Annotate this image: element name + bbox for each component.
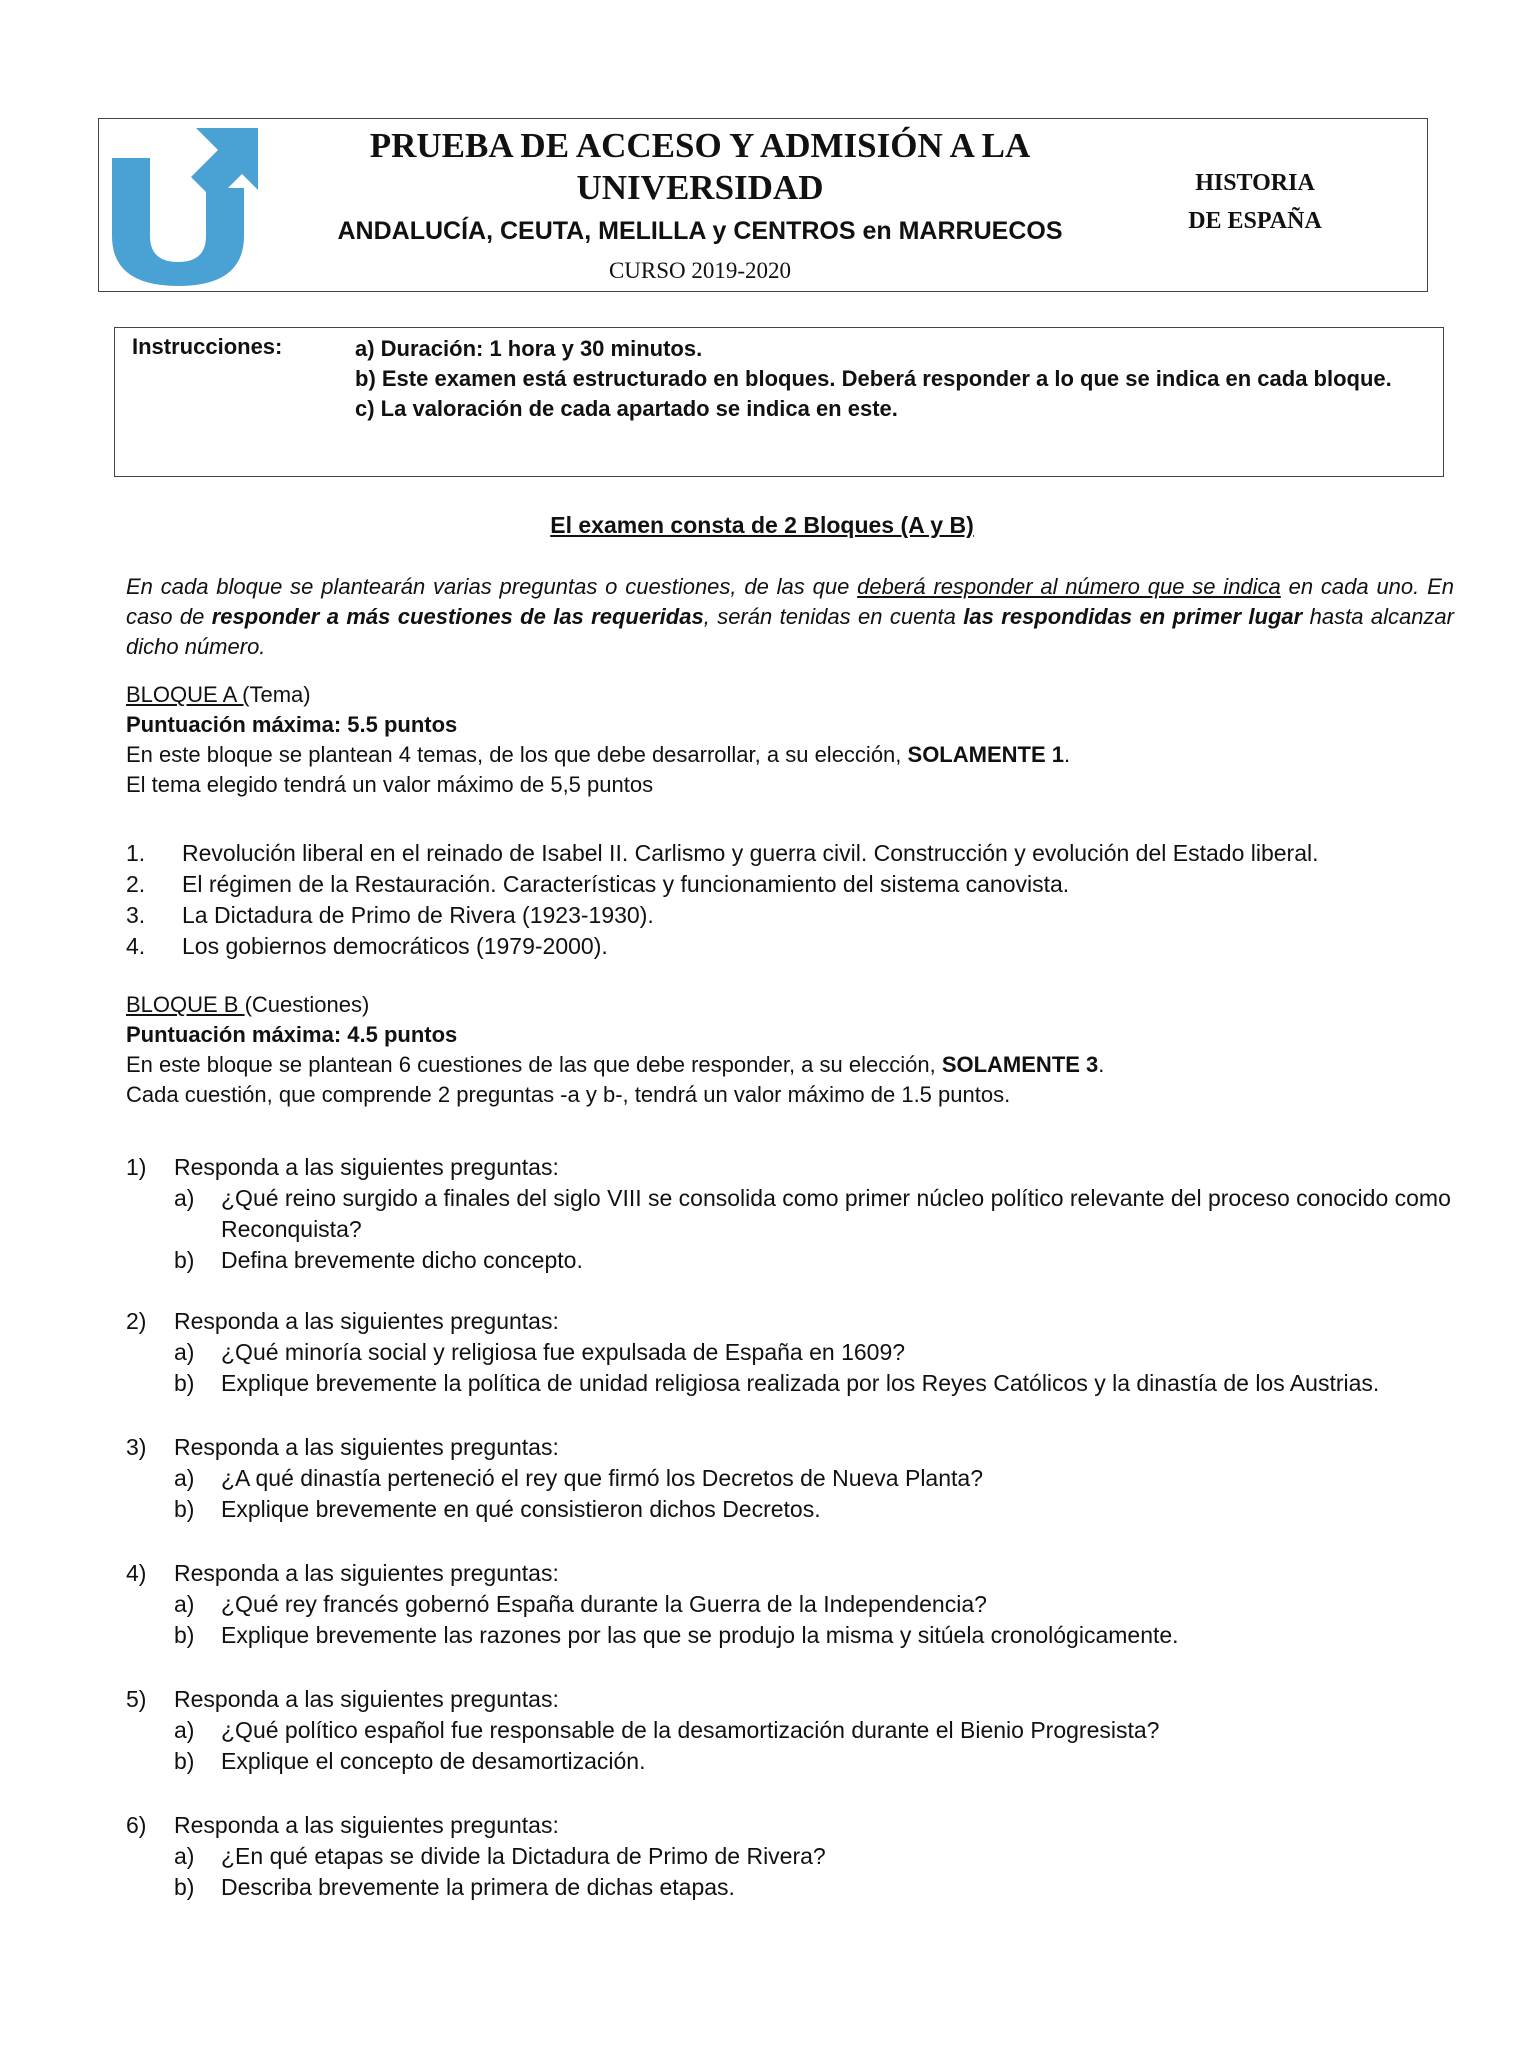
question-number: 6) [126,1812,147,1838]
question-header [126,1152,1466,1183]
question-part-a [126,1337,1466,1368]
part-label: a) [174,1717,195,1743]
bloque-a-desc-text: En este bloque se plantean 4 temas, de los que debe desarrollar, a su elección, [126,742,908,767]
question-item [126,1152,1466,1276]
bloque-a-desc-1 [126,740,1456,770]
part-label: b) [174,1496,195,1522]
part-label: a) [174,1339,195,1365]
question-number: 1) [126,1154,147,1180]
question-item [126,1684,1466,1777]
theme-number: 1. [126,840,146,866]
bloque-b-desc-2: Cada cuestión, que comprende 2 preguntas -a y b-, tendrá un valor máximo de 1.5 puntos. [126,1082,1011,1107]
bloque-b-desc-text: En este bloque se plantean 6 cuestiones de las que debe responder, a su elección, [126,1052,942,1077]
part-text: ¿Qué político español fue responsable de la desamortización durante el Bienio Progresista? [221,1717,1160,1743]
question-header [126,1810,1466,1841]
intro-text: En cada bloque se plantearán varias preguntas o cuestiones, de las que [126,574,858,599]
question-part-b [126,1245,1466,1276]
part-text: Defina brevemente dicho concepto. [221,1247,583,1273]
intro-text: , serán tenidas en cuenta [703,604,964,629]
question-part-a [126,1183,1466,1245]
instruction-item: c) La valoración de cada apartado se indica en este. [355,396,898,421]
intro-underlined: deberá responder al número que se indica [857,574,1281,599]
question-part-b [126,1368,1466,1399]
question-part-a [126,1463,1466,1494]
theme-number: 3. [126,902,146,928]
part-text: Explique brevemente en qué consistieron dichos Decretos. [221,1496,821,1522]
part-label: a) [174,1591,195,1617]
part-text: ¿En qué etapas se divide la Dictadura de Primo de Rivera? [221,1843,826,1869]
part-label: b) [174,1622,195,1648]
bloque-b-title-rest: (Cuestiones) [244,992,370,1017]
instructions-label: Instrucciones: [132,334,283,359]
question-number: 4) [126,1560,147,1586]
intro-paragraph [126,572,1454,662]
part-text: ¿Qué minoría social y religiosa fue expulsada de España en 1609? [221,1339,906,1365]
subject-line-1: HISTORIA [1195,170,1315,196]
part-label: a) [174,1465,195,1491]
question-part-b [126,1494,1466,1525]
bloque-b-desc-end: . [1098,1052,1105,1077]
bloque-a-score: Puntuación máxima: 5.5 puntos [126,712,458,737]
intro-bold: responder a más cuestiones de las requeridas [211,604,704,629]
bloque-a-title [126,680,1456,710]
question-header [126,1306,1466,1337]
intro-text: hasta alcanzar dicho número. [126,604,1454,659]
question-number: 3) [126,1434,147,1460]
theme-list [126,838,1466,962]
theme-number: 4. [126,933,146,959]
question-item [126,1810,1466,1903]
question-heading: Responda a las siguientes preguntas: [174,1686,559,1712]
question-part-a [126,1715,1466,1746]
part-text: ¿Qué reino surgido a finales del siglo VIII se consolida como primer núcleo político relevante del proceso conocido como Reconquista? [221,1185,1451,1242]
question-item [126,1558,1466,1651]
question-item [126,1432,1466,1525]
bloque-b-title-underlined: BLOQUE B [126,992,245,1017]
part-text: Explique brevemente la política de unidad religiosa realizada por los Reyes Católicos y la dinastía de los Austrias. [221,1370,1380,1396]
question-heading: Responda a las siguientes preguntas: [174,1812,559,1838]
bloque-b-desc-1 [126,1050,1456,1080]
bloque-b-desc-bold: SOLAMENTE 3 [941,1052,1099,1077]
question-number: 5) [126,1686,147,1712]
question-part-a [126,1589,1466,1620]
bloque-a-desc-end: . [1063,742,1071,767]
part-text: ¿Qué rey francés gobernó España durante la Guerra de la Independencia? [221,1591,987,1617]
question-heading: Responda a las siguientes preguntas: [174,1560,559,1586]
university-logo-icon [110,124,260,289]
part-label: b) [174,1370,195,1396]
intro-bold: las respondidas en primer lugar [963,604,1303,629]
exam-region: ANDALUCÍA, CEUTA, MELILLA y CENTROS en MARRUECOS [337,217,1063,245]
question-heading: Responda a las siguientes preguntas: [174,1154,559,1180]
bloque-a-section [126,680,1456,800]
theme-item [126,931,1466,962]
question-header [126,1432,1466,1463]
theme-text: Los gobiernos democráticos (1979-2000). [182,933,608,959]
part-label: a) [174,1843,195,1869]
bloque-a-desc-bold: SOLAMENTE 1 [907,742,1064,767]
part-label: b) [174,1874,195,1900]
part-text: Describa brevemente la primera de dichas etapas. [221,1874,735,1900]
question-number: 2) [126,1308,147,1334]
question-part-a [126,1841,1466,1872]
instruction-item: a) Duración: 1 hora y 30 minutos. [355,336,703,361]
subject-line-2: DE ESPAÑA [1188,208,1322,234]
part-label: a) [174,1185,195,1211]
theme-item [126,838,1466,869]
theme-item [126,900,1466,931]
bloque-a-title-underlined: BLOQUE A ( [126,682,250,707]
theme-text: Revolución liberal en el reinado de Isabel II. Carlismo y guerra civil. Construcción y evolución del Estado liberal. [182,840,1319,866]
bloque-b-score: Puntuación máxima: 4.5 puntos [126,1022,458,1047]
part-label: b) [174,1247,195,1273]
exam-title: PRUEBA DE ACCESO Y ADMISIÓN A LA UNIVERSIDAD [369,126,1031,207]
part-label: b) [174,1748,195,1774]
bloque-a-title-rest: Tema) [249,682,311,707]
question-part-b [126,1746,1466,1777]
part-text: ¿A qué dinastía perteneció el rey que firmó los Decretos de Nueva Planta? [221,1465,983,1491]
theme-text: El régimen de la Restauración. Características y funcionamiento del sistema canovista. [182,871,1070,897]
part-text: Explique brevemente las razones por las que se produjo la misma y sitúela cronológicamente. [221,1622,1179,1648]
bloque-a-desc-2: El tema elegido tendrá un valor máximo de 5,5 puntos [126,772,654,797]
question-part-b [126,1872,1466,1903]
theme-item [126,869,1466,900]
theme-number: 2. [126,871,146,897]
instructions-list [355,334,1392,424]
question-part-b [126,1620,1466,1651]
exam-course-year: CURSO 2019-2020 [608,258,792,283]
intro-text: en cada uno. En caso de [126,574,1454,629]
bloque-b-title [126,990,1456,1020]
exam-structure-heading: El examen consta de 2 Bloques (A y B) [550,512,974,538]
question-header [126,1558,1466,1589]
question-item [126,1306,1466,1399]
question-heading: Responda a las siguientes preguntas: [174,1308,559,1334]
exam-subject [1160,164,1350,240]
question-heading: Responda a las siguientes preguntas: [174,1434,559,1460]
part-text: Explique el concepto de desamortización. [221,1748,646,1774]
question-header [126,1684,1466,1715]
instruction-item: b) Este examen está estructurado en bloques. Deberá responder a lo que se indica en cada bloque. [355,366,1392,391]
bloque-b-section [126,990,1456,1110]
theme-text: La Dictadura de Primo de Rivera (1923-1930). [182,902,654,928]
